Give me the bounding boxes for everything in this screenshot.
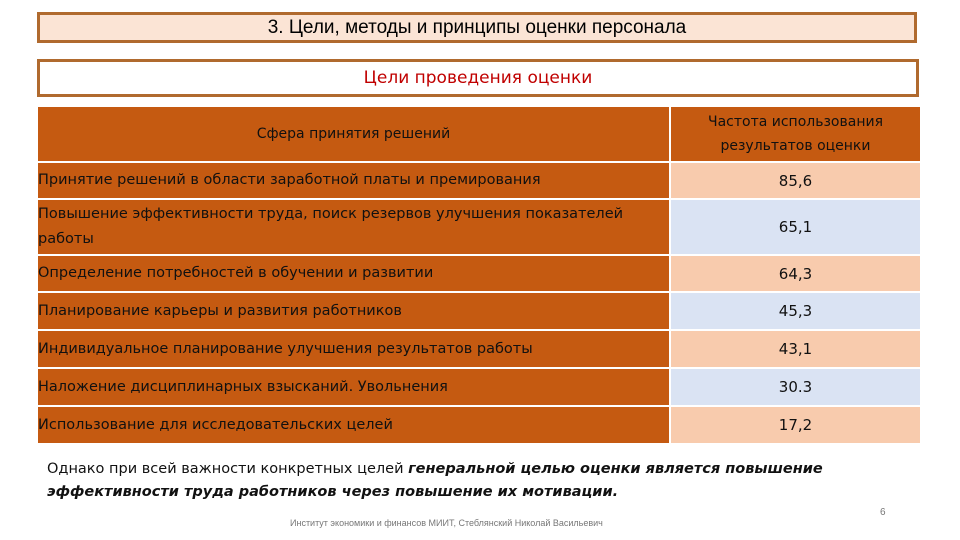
note-plain-text: Однако при всей важности конкретных целей [47, 461, 409, 477]
table-row [38, 330, 920, 368]
table-row [38, 292, 920, 330]
row-value: 17,2 [670, 406, 920, 444]
row-value: 43,1 [670, 330, 920, 368]
row-label: Использование для исследовательских целей [38, 406, 670, 444]
row-value: 64,3 [670, 255, 920, 292]
table-row [38, 406, 920, 444]
row-value: 65,1 [670, 199, 920, 255]
conclusion-note [47, 458, 907, 504]
row-value: 45,3 [670, 292, 920, 330]
table-row [38, 162, 920, 199]
row-label: Повышение эффективности труда, поиск резервов улучшения показателей работы [38, 199, 670, 255]
table-row [38, 199, 920, 255]
note-emphasis-text: генеральной целью оценки является повышение эффективности труда работников через повышение их мотивации. [47, 461, 823, 500]
row-label: Принятие решений в области заработной платы и премирования [38, 162, 670, 199]
slide-title: 3. Цели, методы и принципы оценки персонала [37, 12, 917, 43]
table-row [38, 368, 920, 406]
page-number: 6 [880, 507, 886, 518]
row-label: Планирование карьеры и развития работников [38, 292, 670, 330]
footer-credit: Институт экономики и финансов МИИТ, Стеблянский Николай Васильевич [290, 518, 603, 528]
row-value: 85,6 [670, 162, 920, 199]
section-subtitle: Цели проведения оценки [37, 59, 919, 97]
table-header-row [38, 107, 920, 162]
row-value: 30.3 [670, 368, 920, 406]
table-row [38, 255, 920, 292]
row-label: Наложение дисциплинарных взысканий. Увольнения [38, 368, 670, 406]
header-decision-area: Сфера принятия решений [38, 107, 670, 162]
row-label: Индивидуальное планирование улучшения результатов работы [38, 330, 670, 368]
goals-table [38, 107, 920, 445]
header-frequency: Частота использования результатов оценки [670, 107, 920, 162]
row-label: Определение потребностей в обучении и развитии [38, 255, 670, 292]
